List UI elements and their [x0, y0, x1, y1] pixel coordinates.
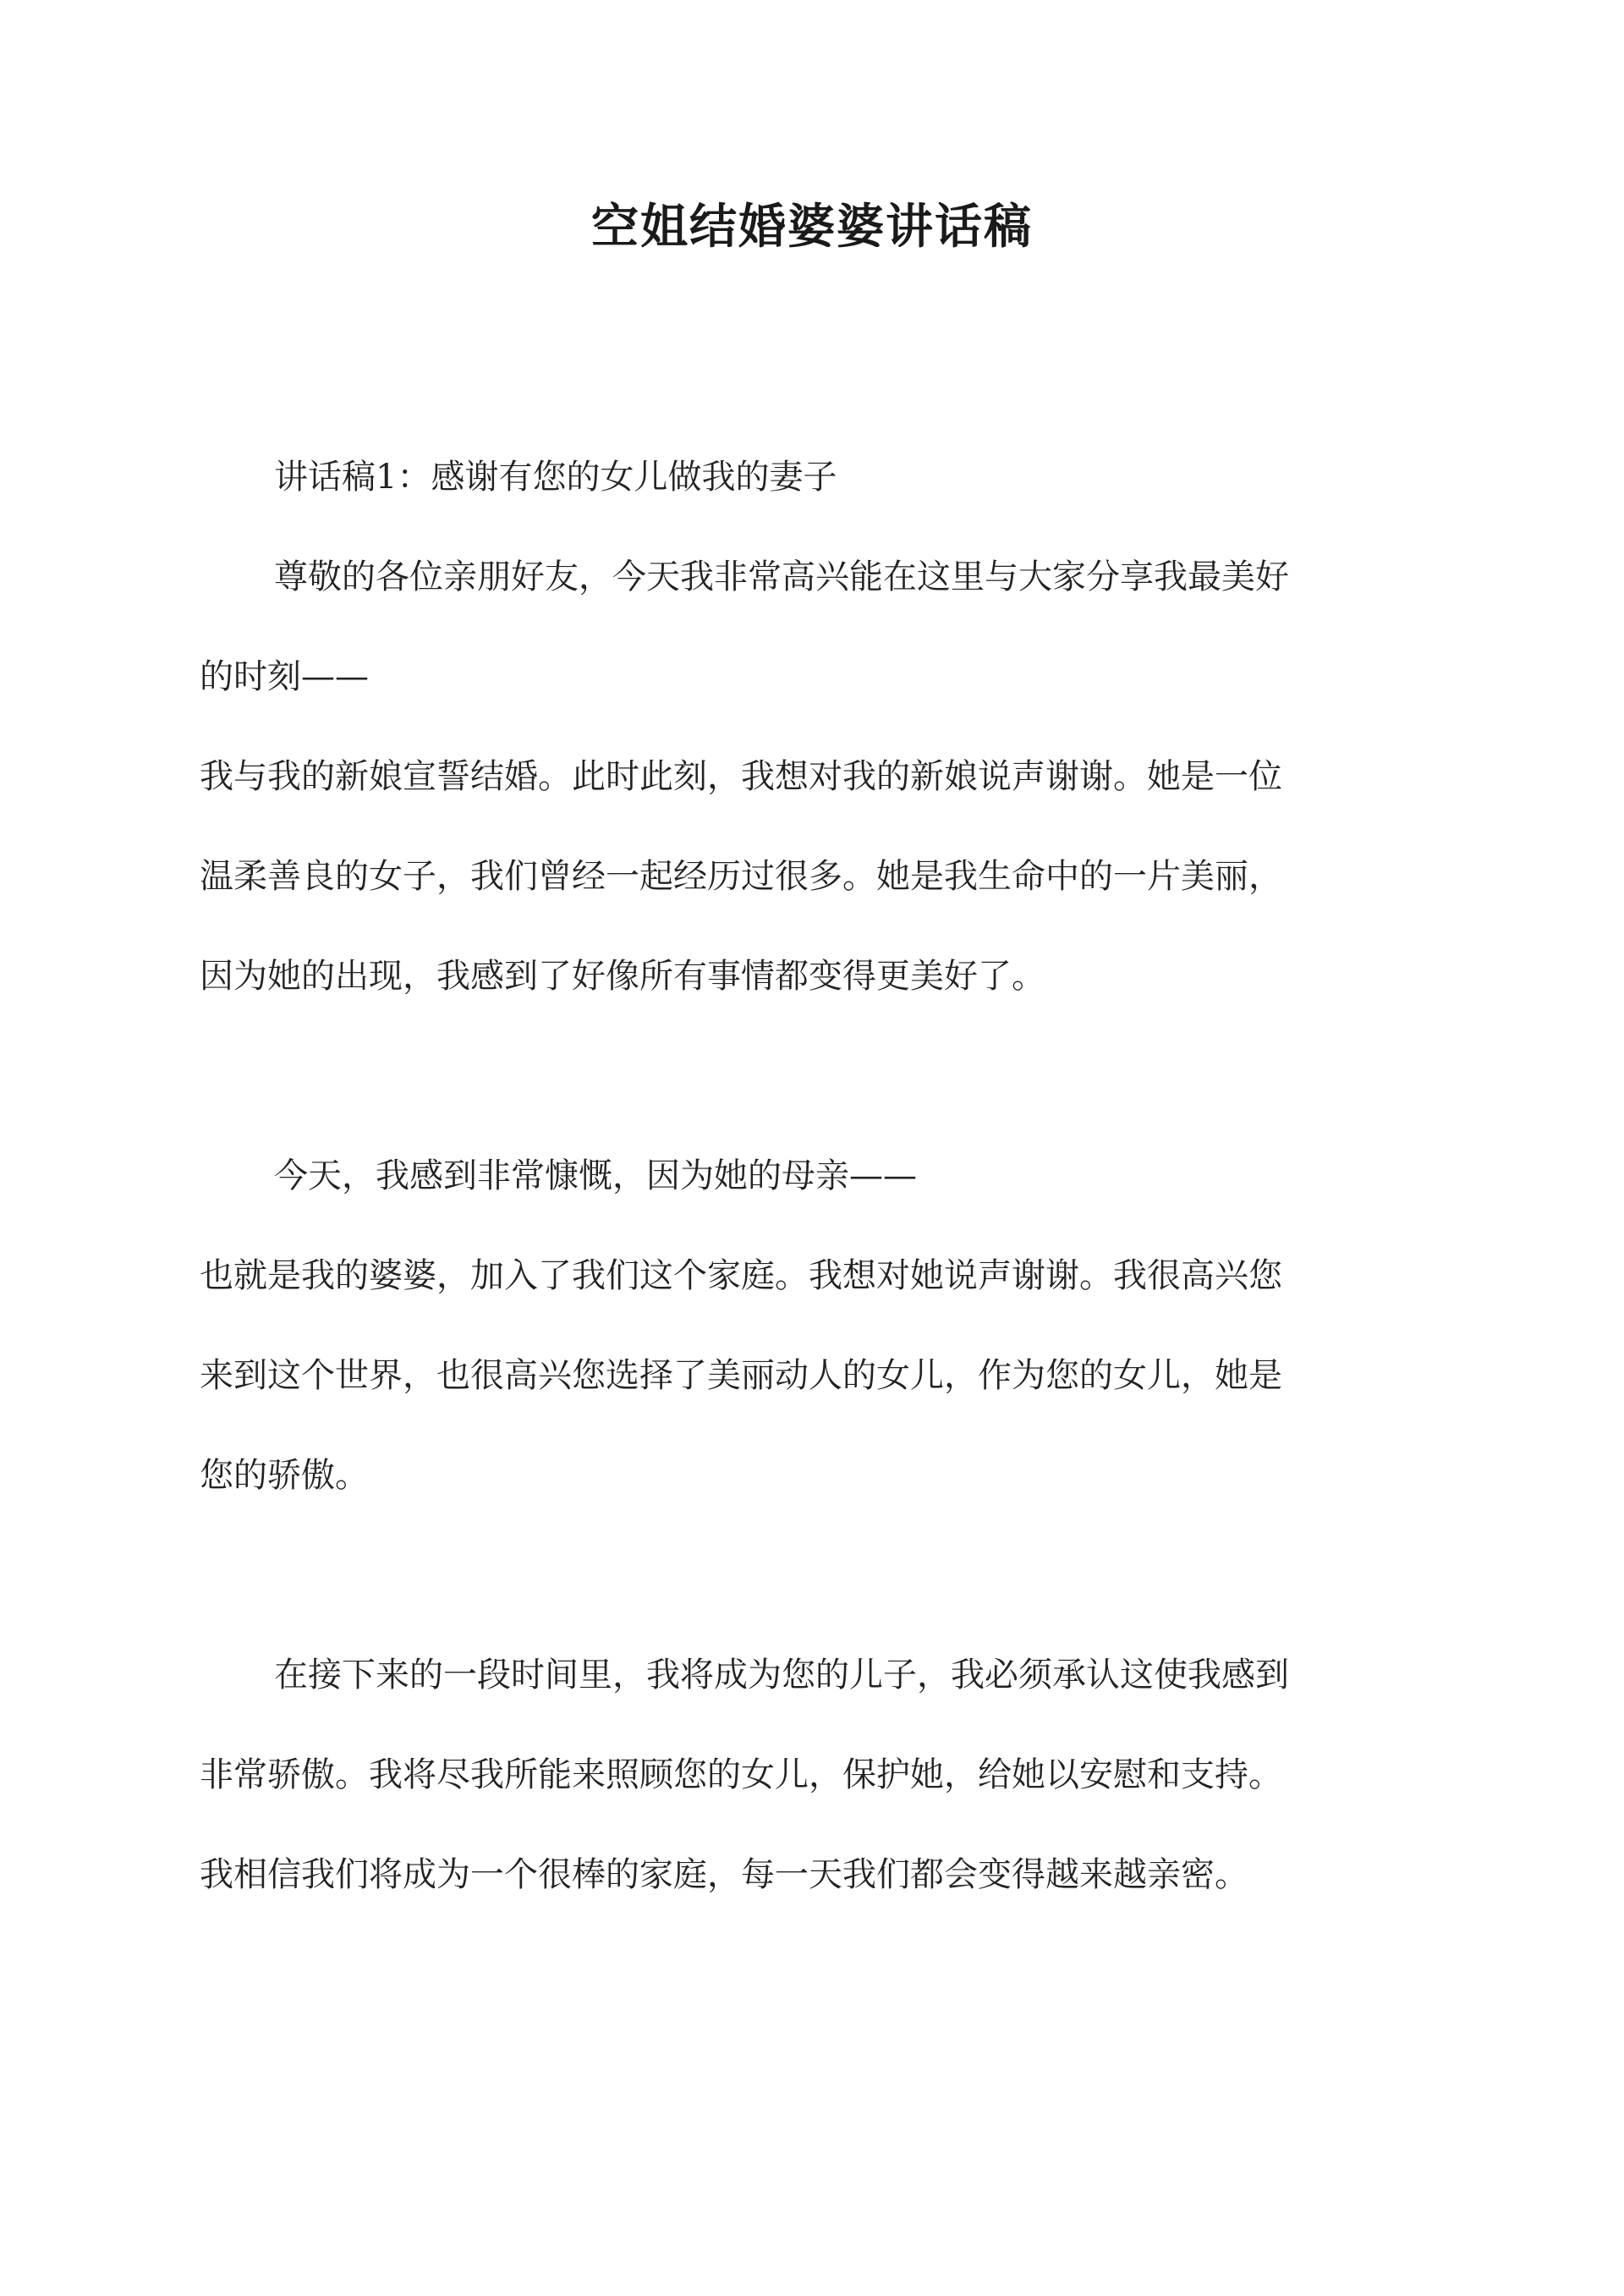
section-heading-text: 讲话稿1：感谢有您的女儿做我的妻子 — [274, 458, 837, 497]
paragraph-line: 您的骄傲。 — [200, 1456, 369, 1495]
paragraph-line: 也就是我的婆婆，加入了我们这个家庭。我想对她说声谢谢。我很高兴您 — [200, 1256, 1282, 1295]
paragraph-spacer — [200, 1026, 1426, 1126]
paragraph-3 — [200, 1625, 1426, 1925]
document-title: 空姐结婚婆婆讲话稿 — [591, 199, 1033, 255]
paragraph-2 — [200, 1126, 1426, 1525]
paragraph-line: 来到这个世界，也很高兴您选择了美丽动人的女儿，作为您的女儿，她是 — [200, 1356, 1282, 1395]
paragraph-line: 我相信我们将成为一个很棒的家庭，每一天我们都会变得越来越亲密。 — [200, 1855, 1248, 1894]
paragraph-line: 尊敬的各位亲朋好友，今天我非常高兴能在这里与大家分享我最美好 — [274, 558, 1289, 596]
paragraph-line: 非常骄傲。我将尽我所能来照顾您的女儿，保护她，给她以安慰和支持。 — [200, 1755, 1282, 1794]
paragraph-line: 在接下来的一段时间里，我将成为您的儿子，我必须承认这使我感到 — [274, 1656, 1289, 1695]
paragraph-line: 的时刻—— — [200, 657, 369, 696]
paragraph-line: 温柔善良的女子，我们曾经一起经历过很多。她是我生命中的一片美丽， — [200, 857, 1282, 896]
paragraph-spacer — [200, 1525, 1426, 1625]
document-body — [200, 427, 1426, 1925]
section-heading — [200, 427, 1426, 527]
paragraph-1 — [200, 527, 1426, 1026]
paragraph-line: 因为她的出现，我感到了好像所有事情都变得更美好了。 — [200, 957, 1045, 996]
paragraph-line: 我与我的新娘宣誓结婚。此时此刻，我想对我的新娘说声谢谢。她是一位 — [200, 757, 1282, 796]
paragraph-line: 今天，我感到非常慷慨，因为她的母亲—— — [274, 1156, 917, 1195]
